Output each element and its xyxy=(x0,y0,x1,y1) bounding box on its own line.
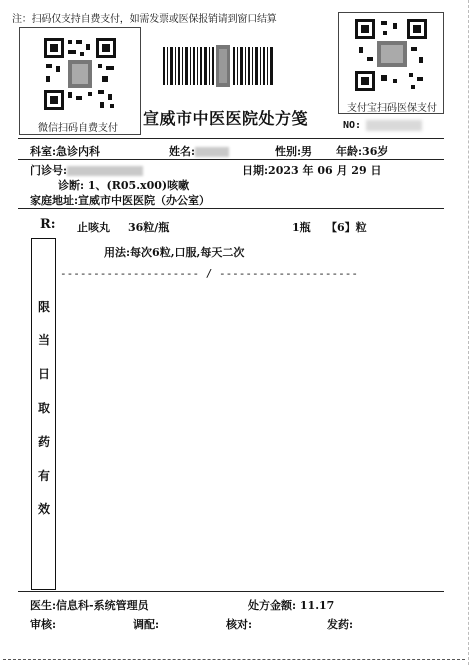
prescription-amount-field: 处方金额: 11.17 xyxy=(248,599,335,612)
department-field: 科室:急诊内科 xyxy=(30,145,101,158)
alipay-qr-panel xyxy=(338,12,444,114)
alipay-qr-caption: 支付宝扫码医保支付 xyxy=(347,103,437,114)
drug-dose: 【6】粒 xyxy=(326,221,367,234)
review-field: 审核: xyxy=(30,618,57,631)
validity-char: 效 xyxy=(38,502,51,516)
issue-field: 发药: xyxy=(327,618,354,631)
check-field: 核对: xyxy=(226,618,253,631)
validity-char: 日 xyxy=(38,367,51,381)
doctor-field: 医生:信息科-系统管理员 xyxy=(30,599,149,612)
diagnosis-field: 诊断: 1、(R05.x00)咳嗽 xyxy=(58,179,190,192)
body-top-rule xyxy=(18,208,444,209)
payment-notice: 注：扫码仅支持自费支付，如需发票或医保报销请到窗口结算 xyxy=(12,14,277,25)
alipay-qr-code-icon xyxy=(353,17,429,93)
age-field: 年龄:36岁 xyxy=(336,145,389,158)
outpatient-number-redacted xyxy=(67,166,143,176)
prescription-title: 宣威市中医医院处方笺 xyxy=(143,109,309,128)
wechat-qr-panel xyxy=(19,27,141,135)
barcode-icon xyxy=(163,45,275,87)
patient-name-field xyxy=(169,143,229,159)
validity-char: 限 xyxy=(38,300,51,314)
dispense-field: 调配: xyxy=(133,618,160,631)
wechat-qr-code-icon xyxy=(42,36,118,112)
outpatient-number-field xyxy=(30,162,143,178)
body-bottom-rule xyxy=(18,591,444,592)
drug-usage: 用法:每次6粒,口服,每天二次 xyxy=(104,246,245,259)
validity-char: 药 xyxy=(38,435,51,449)
page-edge-dash xyxy=(468,0,469,665)
wechat-qr-caption: 微信扫码自费支付 xyxy=(38,123,118,134)
drug-quantity: 1瓶 xyxy=(292,221,311,234)
header-rule xyxy=(18,138,444,139)
page-bottom-dash xyxy=(3,659,465,660)
patient-name-redacted xyxy=(195,147,229,157)
validity-char: 取 xyxy=(38,401,51,415)
date-field: 日期:2023 年 06 月 29 日 xyxy=(242,164,382,177)
validity-char: 有 xyxy=(38,469,51,483)
prescription-number-redacted xyxy=(366,120,422,131)
rx-label: R: xyxy=(40,217,56,232)
outpatient-number-label: 门诊号: xyxy=(30,164,68,177)
prescription-end-divider: --------------------- / --------------------- xyxy=(60,267,359,280)
patient-name-label: 姓名: xyxy=(169,145,196,158)
prescription-number-label: NO: xyxy=(343,120,362,131)
gender-field: 性别:男 xyxy=(275,145,313,158)
address-field: 家庭地址:宣威市中医医院（办公室） xyxy=(30,194,211,207)
validity-char: 当 xyxy=(38,333,51,347)
info-rule xyxy=(18,159,444,160)
drug-name: 止咳丸 xyxy=(77,221,110,234)
drug-spec: 36粒/瓶 xyxy=(128,221,170,234)
